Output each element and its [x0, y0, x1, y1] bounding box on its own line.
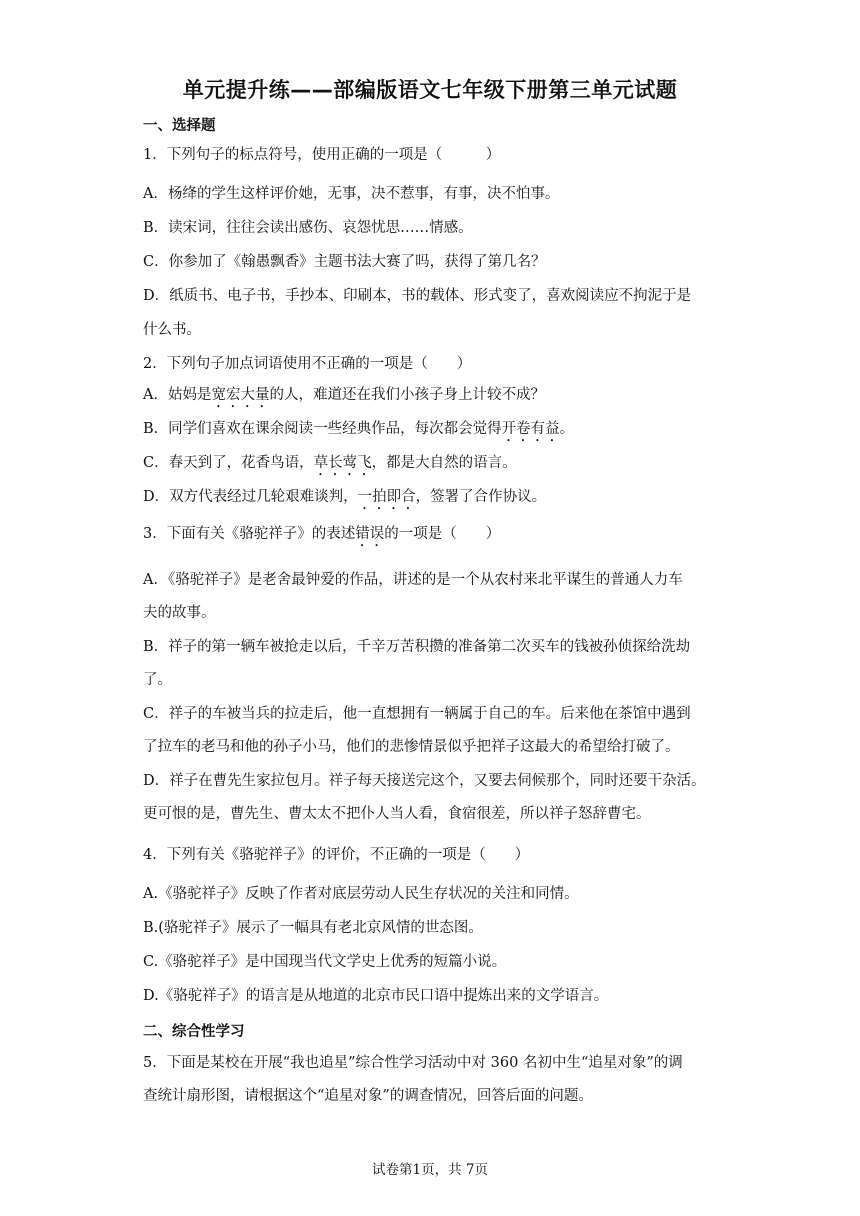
stem-text: 的一项是（ ）	[384, 526, 501, 542]
question-1-option-d-line-2: 什么书。	[143, 322, 201, 338]
question-2-stem: 2．下列句子加点词语使用不正确的一项是（ ）	[143, 356, 472, 372]
option-text: ，签署了合作协议。	[415, 489, 547, 505]
option-text: A．姑妈是	[143, 387, 212, 403]
dotted-term: 宽宏大量	[211, 387, 270, 403]
question-3-option-d-line-2: 更可恨的是，曹先生、曹太太不把仆人当人看，食宿很差，所以祥子怒辞曹宅。	[143, 806, 651, 822]
question-4-option-a: A.《骆驼祥子》反映了作者对底层劳动人民生存状况的关注和同情。	[143, 886, 579, 902]
question-5-line-1: 5．下面是某校在开展“我也追星”综合性学习活动中对 360 名初中生“追星对象”的调	[143, 1055, 683, 1071]
question-3-option-b-line-1: B．祥子的第一辆车被抢走以后，千辛万苦积攒的准备第二次买车的钱被孙侦探给洗劫	[143, 639, 691, 655]
question-1-option-d-line-1: D．纸质书、电子书，手抄本、印刷本，书的载体、形式变了，喜欢阅读应不拘泥于是	[143, 288, 692, 304]
section-heading-comprehensive: 二、综合性学习	[143, 1024, 245, 1040]
question-4-stem: 4．下列有关《骆驼祥子》的评价，不正确的一项是（ ）	[143, 847, 530, 863]
question-4-option-d: D.《骆驼祥子》的语言是从地道的北京市民口语中提炼出来的文学语言。	[143, 988, 609, 1004]
option-text: C．春天到了，花香鸟语，	[143, 455, 314, 471]
question-2-option-d	[143, 487, 546, 513]
question-2-option-b	[143, 419, 574, 445]
question-3-option-d-line-1: D．祥子在曹先生家拉包月。祥子每天接送完这个，又要去伺候那个，同时还要干杂活。	[143, 773, 706, 789]
question-1-option-b: B．读宋词，往往会读出感伤、哀怨忧思……情感。	[143, 220, 473, 236]
option-text: 。	[559, 421, 575, 437]
question-3-option-b-line-2: 了。	[143, 672, 172, 688]
dotted-term: 错误	[355, 526, 385, 542]
page-title: 单元提升练——部编版语文七年级下册第三单元试题	[182, 78, 678, 102]
question-5-line-2: 查统计扇形图，请根据这个“追星对象”的调查情况，回答后面的问题。	[143, 1088, 593, 1104]
section-heading-choice: 一、选择题	[143, 118, 216, 134]
question-3-option-a-line-2: 夫的故事。	[143, 605, 216, 621]
question-3-option-c-line-1: C．祥子的车被当兵的拉走后，他一直想拥有一辆属于自己的车。后来他在茶馆中遇到	[143, 706, 691, 722]
page-footer: 试卷第1页，共 7页	[372, 1162, 488, 1178]
question-3-stem	[143, 524, 500, 550]
stem-text: 3．下面有关《骆驼祥子》的表述	[143, 526, 356, 542]
question-1-option-a: A．杨绛的学生这样评价她，无事，决不惹事，有事，决不怕事。	[143, 186, 560, 202]
dotted-term: 一拍即合	[357, 489, 416, 505]
question-4-option-b: B.(骆驼祥子》展示了一幅具有老北京风情的世态图。	[143, 920, 483, 936]
option-text: B．同学们喜欢在课余阅读一些经典作品，每次都会觉得	[143, 421, 502, 437]
question-1-stem: 1．下列句子的标点符号，使用正确的一项是（ ）	[143, 147, 501, 163]
dotted-term: 草长莺飞	[313, 455, 372, 471]
question-3-option-a-line-1: A．《骆驼祥子》是老舍最钟爱的作品，讲述的是一个从农村来北平谋生的普通人力车	[143, 572, 683, 588]
option-text: 的人，难道还在我们小孩子身上计较不成？	[269, 387, 545, 403]
question-2-option-a	[143, 385, 545, 411]
question-3-option-c-line-2: 了拉车的老马和他的孙子小马，他们的悲惨情景似乎把祥子这最大的希望给打破了。	[143, 739, 680, 755]
option-text: D．双方代表经过几轮艰难谈判，	[143, 489, 358, 505]
question-4-option-c: C.《骆驼祥子》是中国现当代文学史上优秀的短篇小说。	[143, 954, 507, 970]
question-2-option-c	[143, 453, 517, 479]
option-text: ，都是大自然的语言。	[371, 455, 517, 471]
question-1-option-c: C．你参加了《翰愚飘香》主题书法大赛了吗，获得了第几名？	[143, 254, 546, 270]
dotted-term: 开卷有益	[501, 421, 560, 437]
